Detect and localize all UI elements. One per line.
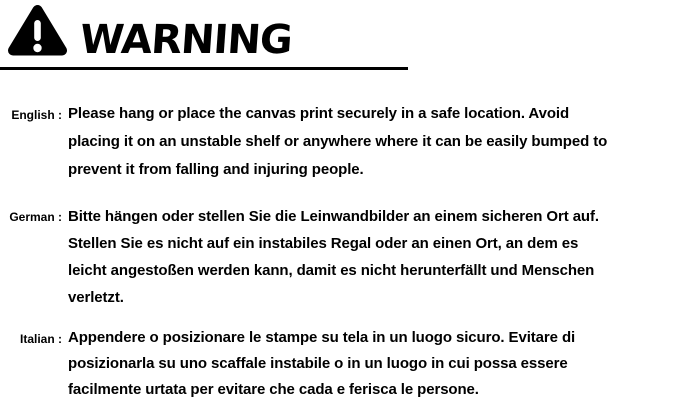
text-line: verletzt.: [68, 289, 124, 306]
warning-triangle-icon: [7, 3, 68, 58]
text-line: Bitte hängen oder stellen Sie die Leinwandbilder an einem sicheren Ort auf.: [68, 208, 599, 225]
text-line: facilmente urtata per evitare che cada e ferisca le persone.: [68, 381, 479, 398]
text-line: prevent it from falling and injuring people.: [68, 161, 364, 178]
text-line: Stellen Sie es nicht auf ein instabiles Regal oder an einen Ort, an dem es: [68, 235, 579, 252]
section-italian-text: [68, 325, 679, 401]
section-german: [6, 203, 679, 311]
page-title: WARNING: [78, 17, 294, 63]
language-label-english: English :: [11, 108, 62, 122]
language-label-german: German :: [9, 210, 62, 224]
title-underline: [0, 67, 408, 70]
text-line: leicht angestoßen werden kann, damit es nicht herunterfällt und Menschen: [68, 262, 595, 279]
section-italian: [6, 325, 679, 401]
language-label-italian: Italian :: [19, 332, 62, 346]
section-english-text: [68, 100, 679, 184]
text-line: posizionarla su uno scaffale instabile o in un luogo in cui possa essere: [68, 355, 568, 372]
text-line: Please hang or place the canvas print securely in a safe location. Avoid: [68, 105, 570, 122]
text-line: Appendere o posizionare le stampe su tela in un luogo sicuro. Evitare di: [68, 329, 576, 346]
section-english: [6, 100, 679, 184]
section-german-text: [68, 203, 679, 311]
text-line: placing it on an unstable shelf or anywhere where it can be easily bumped to: [68, 133, 608, 150]
